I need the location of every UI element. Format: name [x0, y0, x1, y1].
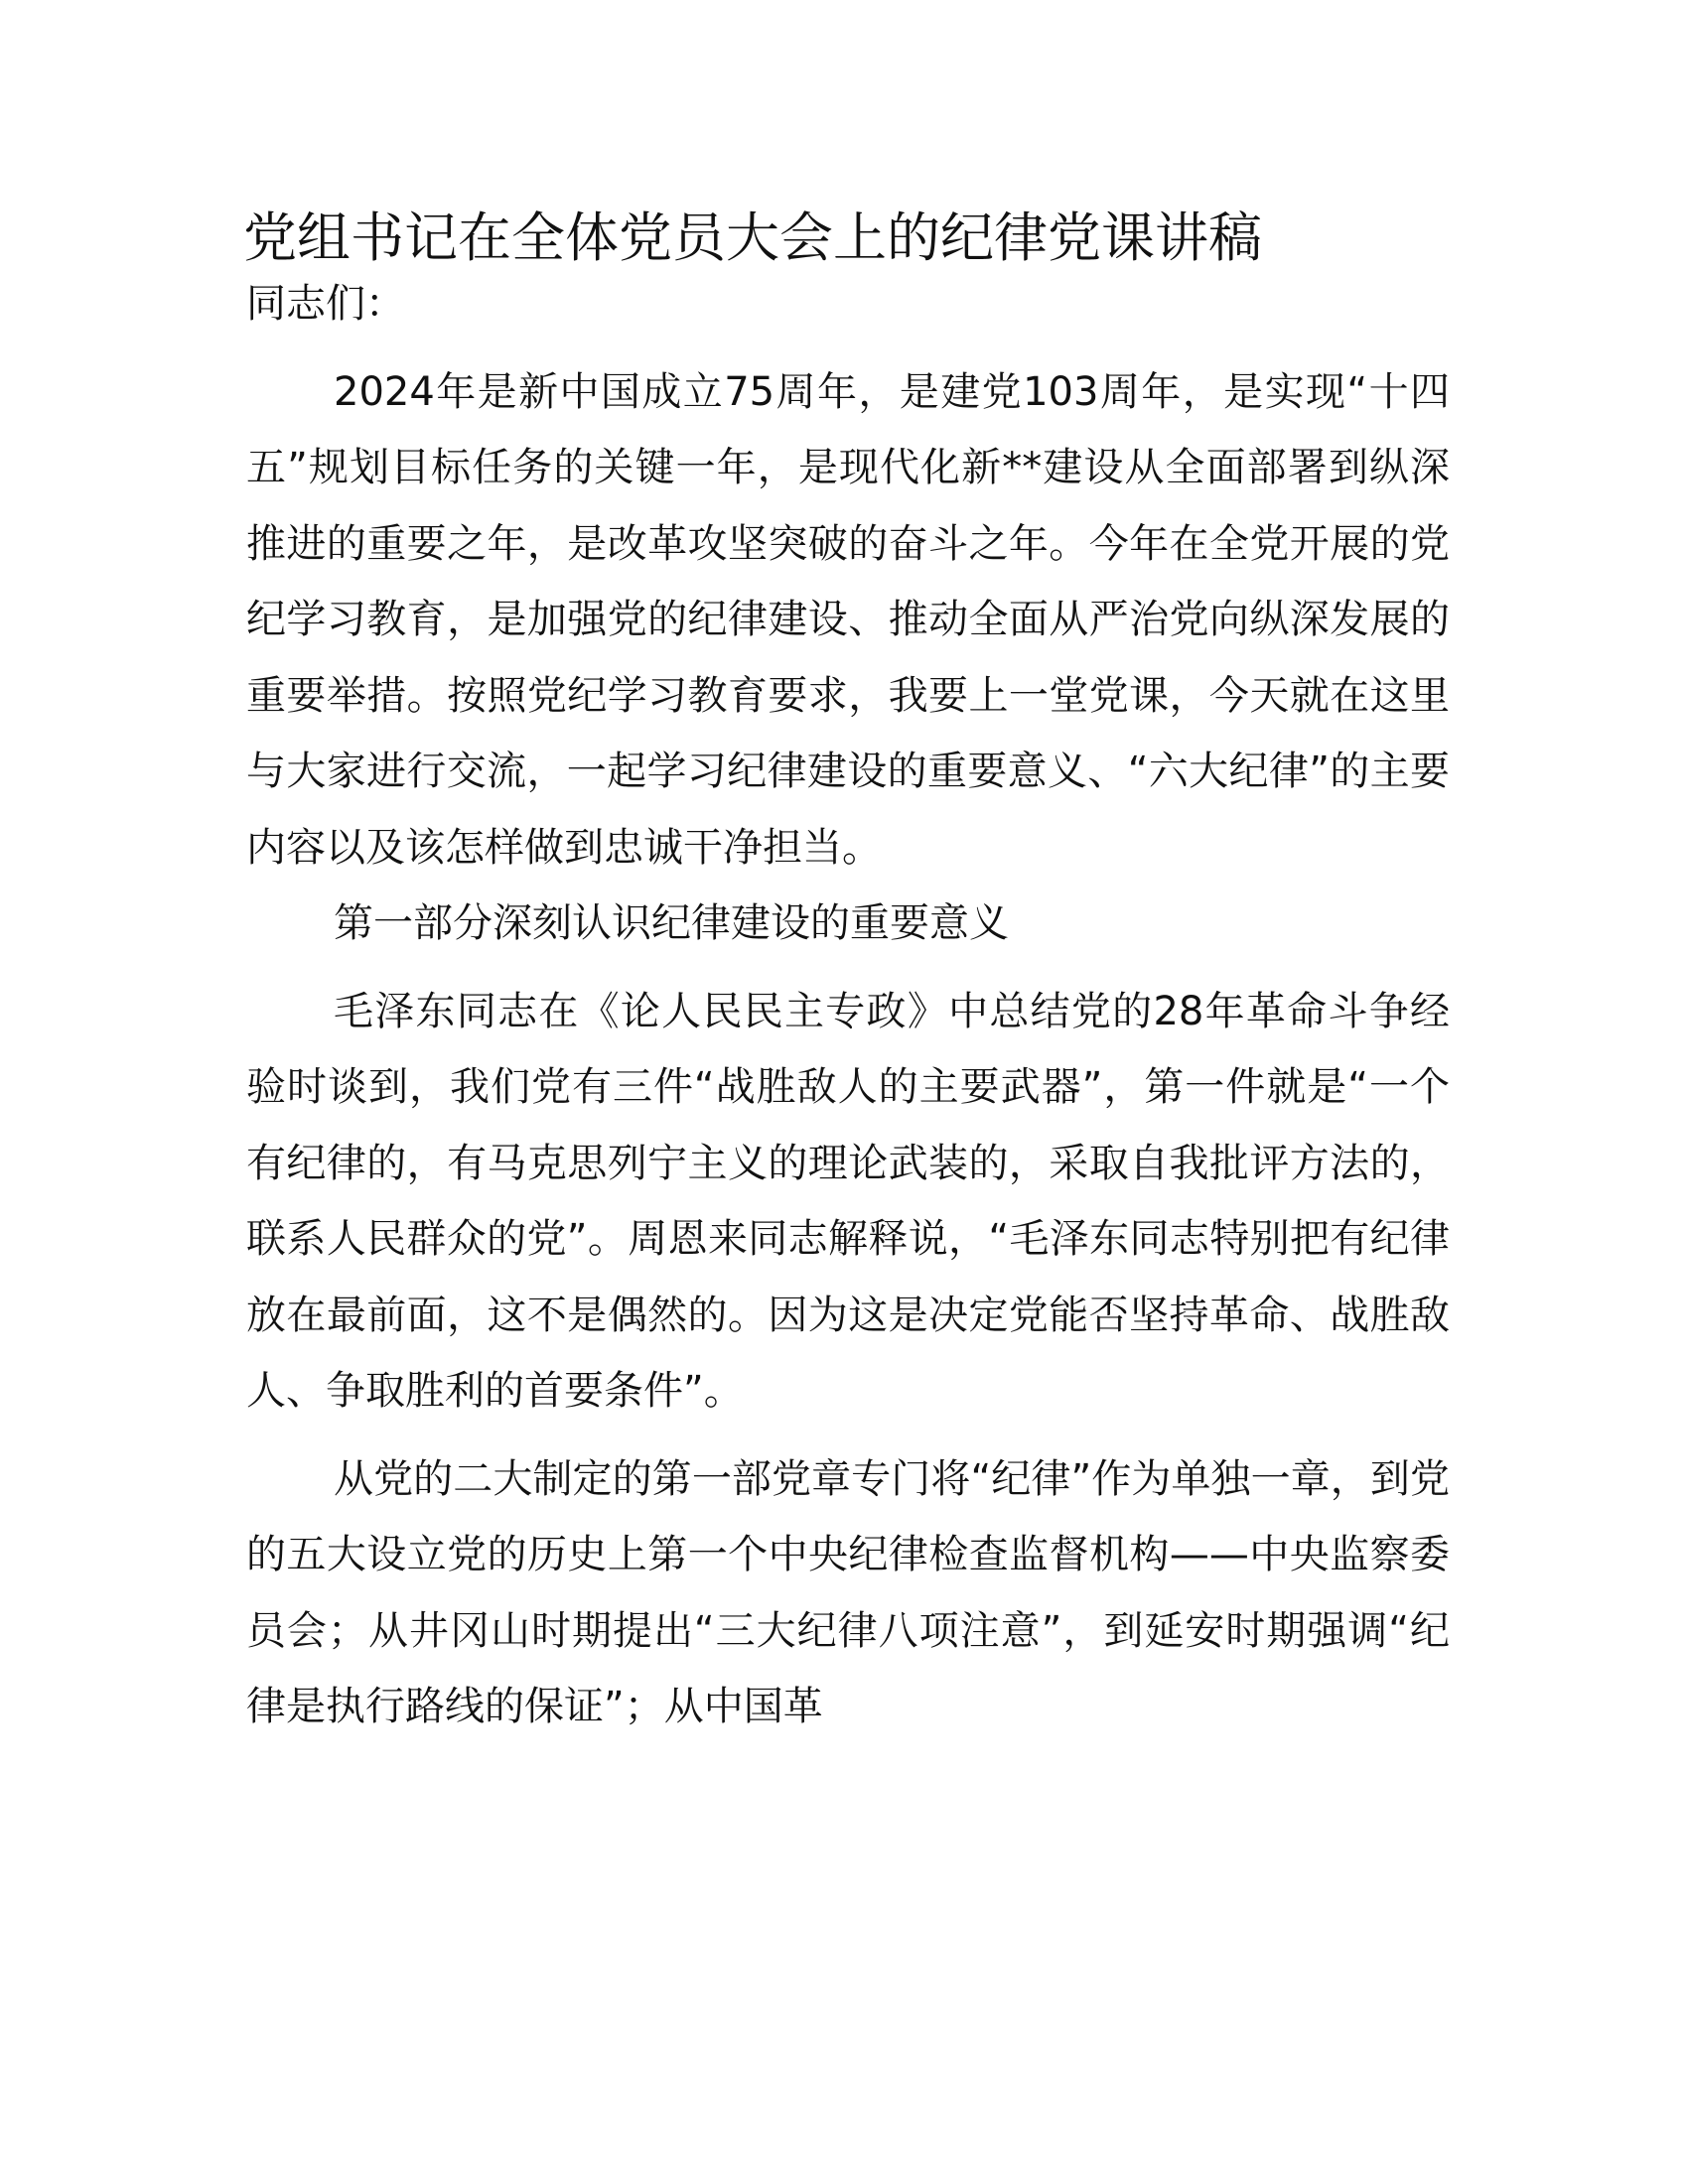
- section-heading: 第一部分深刻认识纪律建设的重要意义: [334, 900, 1009, 946]
- document-title: 党组书记在全体党员大会上的纪律党课讲稿: [243, 206, 1262, 269]
- paragraph-mao-zedong: 毛泽东同志在《论人民民主专政》中总结党的28年革命斗争经验时谈到，我们党有三件“战胜敌人的主要武器”，第一件就是“一个有纪律的，有马克思列宁主义的理论武装的，采取自我批评方法的，联系人民群众的党”。周恩来同志解释说，“毛泽东同志特别把有纪律放在最前面，这不是偶然的。因为这是决定党能否坚持革命、战胜敌人、争取胜利的首要条件”。: [246, 988, 1450, 1414]
- paragraph-party-history: 从党的二大制定的第一部党章专门将“纪律”作为单独一章，到党的五大设立党的历史上第一个中央纪律检查监督机构——中央监察委员会；从井冈山时期提出“三大纪律八项注意”，到延安时期强调“纪律是执行路线的保证”；从中国革: [246, 1455, 1450, 1729]
- salutation: 同志们：: [246, 281, 405, 327]
- document-body: [246, 266, 1450, 1745]
- paragraph-intro: 2024年是新中国成立75周年，是建党103周年，是实现“十四五”规划目标任务的关键一年，是现代化新**建设从全面部署到纵深推进的重要之年，是改革攻坚突破的奋斗之年。今年在全党开展的党纪学习教育，是加强党的纪律建设、推动全面从严治党向纵深发展的重要举措。按照党纪学习教育要求，我要上一堂党课，今天就在这里与大家进行交流，一起学习纪律建设的重要意义、“六大纪律”的主要内容以及该怎样做到忠诚干净担当。: [246, 368, 1450, 871]
